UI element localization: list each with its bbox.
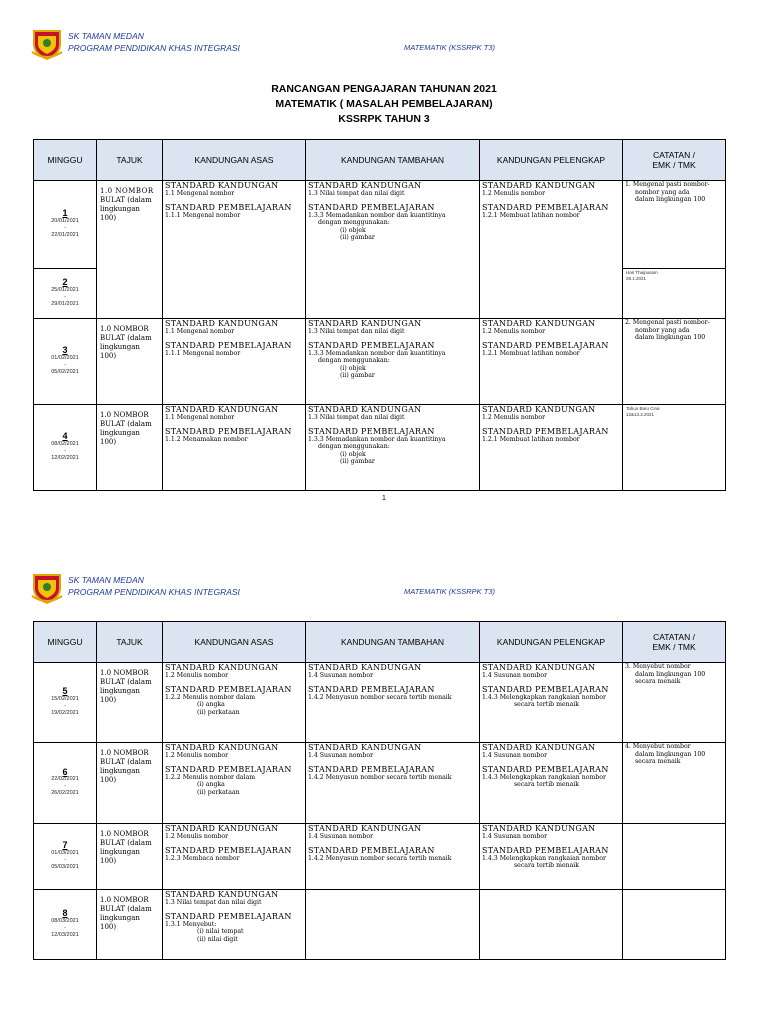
col-kandungan-tambahan: KANDUNGAN TAMBAHAN [306, 140, 480, 181]
sp-label: STANDARD PEMBELAJARAN [165, 911, 292, 921]
date-dash: - [64, 924, 66, 931]
col-kandungan-asas: KANDUNGAN ASAS [163, 622, 306, 663]
asas-cell [163, 319, 306, 405]
week-start: 01/02/2021 [51, 354, 79, 361]
page-2 [0, 560, 768, 1024]
pelengkap-cell [480, 890, 623, 960]
week-cell [34, 663, 97, 743]
holiday-note [623, 405, 726, 491]
col-kandungan-pelengkap: KANDUNGAN PELENGKAP [480, 622, 623, 663]
school-name: SK TAMAN MEDAN [68, 31, 144, 41]
pelengkap-cell [480, 405, 623, 491]
tambahan-item: 1.3 Nilai tempat dan nilai digit [308, 190, 405, 197]
week-end: 22/01/2021 [51, 231, 79, 238]
tambahan-item: 1.4 Susunan nombor [308, 752, 374, 759]
catatan-line: 1. Mengenal pasti nombor- [625, 181, 710, 188]
sp-label: STANDARD PEMBELAJARAN [165, 202, 292, 212]
week-cell [34, 405, 97, 491]
asas-item: 1.1.2 Menamakan nombor [165, 435, 248, 443]
col-kandungan-asas: KANDUNGAN ASAS [163, 140, 306, 181]
tajuk-c: (dalam [127, 758, 152, 766]
tajuk-cell [97, 405, 163, 491]
tambahan-cell [306, 824, 480, 890]
plan-table-page-2 [33, 621, 726, 960]
sk-label: STANDARD KANDUNGAN [308, 405, 422, 414]
note-line: Hari Thaipusam [626, 270, 658, 275]
table-row [34, 181, 726, 269]
tajuk-d: lingkungan [100, 848, 140, 856]
week-end: 29/01/2021 [51, 300, 79, 307]
col-tajuk: TAJUK [97, 622, 163, 663]
tajuk-e: 100) [100, 214, 117, 222]
tajuk-c: (dalam [127, 905, 152, 913]
pelengkap-item: 1.4 Susunan nombor [482, 833, 548, 840]
tajuk-cell [97, 743, 163, 824]
title-line-2: MATEMATIK ( MASALAH PEMBELAJARAN) [275, 98, 493, 110]
asas-item: 1.1 Mengenal nombor [165, 190, 235, 197]
table-row [34, 743, 726, 824]
tajuk-cell [97, 663, 163, 743]
week-cell [34, 319, 97, 405]
tajuk-a: 1.0 NOMBOR [100, 749, 149, 757]
pelengkap-cell [480, 743, 623, 824]
asas-item: (i) nilai tempat [197, 928, 244, 936]
asas-cell [163, 663, 306, 743]
tambahan-item: dengan menggunakan: [318, 357, 390, 365]
catatan-line: 4. Menyebut nombor [625, 743, 691, 750]
week-cell [34, 181, 97, 269]
title-line-3: KSSRPK TAHUN 3 [338, 113, 430, 125]
pelengkap-cell [480, 181, 623, 319]
sk-label: STANDARD KANDUNGAN [308, 743, 422, 752]
tambahan-item: dengan menggunakan: [318, 443, 390, 451]
sp-label: STANDARD PEMBELAJARAN [165, 845, 292, 855]
tambahan-item: 1.4 Susunan nombor [308, 833, 374, 840]
program-name: PROGRAM PENDIDIKAN KHAS INTEGRASI [68, 587, 240, 597]
sk-label: STANDARD KANDUNGAN [165, 405, 279, 414]
week-end: 12/02/2021 [51, 454, 79, 461]
pelengkap-item: 1.4 Susunan nombor [482, 672, 548, 679]
week-number: 1 [62, 208, 68, 219]
tajuk-a: 1.0 NOMBOR [100, 830, 149, 838]
week-cell [34, 890, 97, 960]
col-catatan-line2: EMK / TMK [652, 642, 696, 652]
week-start: 01/03/2021 [51, 849, 79, 856]
pelengkap-item: secara tertib menaik [514, 781, 580, 789]
sk-label: STANDARD KANDUNGAN [482, 743, 596, 752]
date-dash: - [64, 856, 66, 863]
asas-item: (i) angka [197, 701, 225, 709]
tajuk-a: 1.0 NOMBOR [100, 896, 149, 904]
date-dash: - [64, 783, 66, 790]
pelengkap-item: 1.2 Menulis nombor [482, 190, 546, 197]
tambahan-cell [306, 663, 480, 743]
asas-item: 1.3.1 Menyebut: [165, 920, 217, 928]
tajuk-b: BULAT [100, 334, 126, 342]
asas-item: 1.2 Menulis nombor [165, 672, 229, 679]
tajuk-b: BULAT [100, 196, 126, 204]
pelengkap-item: 1.2.1 Membuat latihan nombor [482, 435, 580, 443]
asas-cell [163, 181, 306, 319]
week-number: 2 [62, 277, 68, 288]
table-row [34, 890, 726, 960]
tambahan-item: (i) objek [340, 364, 366, 372]
sk-label: STANDARD KANDUNGAN [165, 890, 279, 899]
plan-table-page-1 [33, 139, 726, 491]
tambahan-cell [306, 319, 480, 405]
table-header-row [34, 622, 726, 663]
pelengkap-item: 1.4.3 Melengkapkan rangkaian nombor [482, 854, 606, 862]
tajuk-cell [97, 319, 163, 405]
catatan-cell [623, 890, 726, 960]
tajuk-cell [97, 181, 163, 319]
asas-item: 1.2.2 Menulis nombor dalam [165, 773, 256, 781]
week-start: 08/03/2021 [51, 917, 79, 924]
asas-item: (ii) perkataan [197, 708, 240, 716]
catatan-line: dalam lingkungan 100 [635, 196, 706, 204]
document-title [0, 82, 768, 127]
asas-item: 1.1.1 Mengenal nombor [165, 211, 241, 219]
pelengkap-item: 1.4.3 Melengkapkan rangkaian nombor [482, 693, 606, 701]
week-cell [34, 269, 97, 319]
col-minggu: MINGGU [34, 622, 97, 663]
tajuk-e: 100) [100, 923, 117, 931]
table-row [34, 663, 726, 743]
date-dash: - [64, 702, 66, 709]
catatan-cell [623, 319, 726, 405]
catatan-line: dalam lingkungan 100 [635, 334, 706, 342]
tajuk-b: BULAT [100, 758, 126, 766]
asas-item: 1.1.1 Mengenal nombor [165, 349, 241, 357]
tambahan-item: 1.3 Nilai tempat dan nilai digit [308, 328, 405, 335]
asas-item: 1.1 Mengenal nombor [165, 328, 235, 335]
sp-label: STANDARD PEMBELAJARAN [165, 684, 292, 694]
school-name: SK TAMAN MEDAN [68, 575, 144, 585]
tajuk-a: 1.0 NOMBOR [100, 187, 154, 195]
sk-label: STANDARD KANDUNGAN [165, 824, 279, 833]
table-row [34, 405, 726, 491]
tambahan-item: 1.4 Susunan nombor [308, 672, 374, 679]
subject-label: MATEMATIK (KSSRPK T3) [404, 587, 495, 596]
catatan-cell [623, 181, 726, 269]
tambahan-item: (ii) gambar [340, 372, 375, 380]
sk-label: STANDARD KANDUNGAN [165, 319, 279, 328]
col-catatan-line2: EMK / TMK [652, 160, 696, 170]
pelengkap-cell [480, 319, 623, 405]
tambahan-item: 1.3.3 Memadankan nombor dan kuantitinya [308, 349, 446, 357]
asas-cell [163, 824, 306, 890]
tajuk-b: BULAT [100, 839, 126, 847]
week-number: 3 [62, 345, 68, 356]
week-number: 4 [62, 431, 68, 442]
catatan-line: 2. Mengenal pasti nombor- [625, 319, 710, 326]
school-logo [30, 572, 64, 604]
sp-label: STANDARD PEMBELAJARAN [165, 426, 292, 436]
school-name-block [68, 30, 240, 54]
asas-item: 1.2.2 Menulis nombor dalam [165, 693, 256, 701]
tajuk-c: (dalam [127, 196, 152, 204]
pelengkap-item: secara tertib menaik [514, 701, 580, 709]
sk-label: STANDARD KANDUNGAN [308, 181, 422, 190]
note-line: 12&13.2.2021 [626, 412, 655, 417]
tajuk-b: BULAT [100, 905, 126, 913]
tambahan-item: (ii) gambar [340, 234, 375, 242]
subject-label: MATEMATIK (KSSRPK T3) [404, 43, 495, 52]
pelengkap-item: 1.2 Menulis nombor [482, 414, 546, 421]
tajuk-b: BULAT [100, 678, 126, 686]
tambahan-item: dengan menggunakan: [318, 219, 390, 227]
asas-item: 1.3 Nilai tempat dan nilai digit [165, 899, 262, 906]
tajuk-d: lingkungan [100, 767, 140, 775]
sk-label: STANDARD KANDUNGAN [482, 663, 596, 672]
sk-label: STANDARD KANDUNGAN [308, 663, 422, 672]
tajuk-cell [97, 824, 163, 890]
tambahan-item: (ii) gambar [340, 458, 375, 466]
week-start: 20/01/2021 [51, 217, 79, 224]
holiday-note [623, 269, 726, 319]
sp-label: STANDARD PEMBELAJARAN [308, 764, 435, 774]
school-name-block [68, 574, 240, 598]
col-kandungan-tambahan: KANDUNGAN TAMBAHAN [306, 622, 480, 663]
tajuk-cell [97, 890, 163, 960]
tajuk-a: 1.0 NOMBOR [100, 325, 149, 333]
asas-item: 1.2 Menulis nombor [165, 752, 229, 759]
tambahan-item: 1.3 Nilai tempat dan nilai digit [308, 414, 405, 421]
col-catatan [623, 622, 726, 663]
tajuk-e: 100) [100, 776, 117, 784]
sk-label: STANDARD KANDUNGAN [482, 319, 596, 328]
week-end: 19/02/2021 [51, 709, 79, 716]
asas-item: (ii) nilai digit [197, 935, 238, 943]
asas-cell [163, 743, 306, 824]
page-header [30, 570, 740, 606]
tajuk-c: (dalam [127, 420, 152, 428]
sp-label: STANDARD PEMBELAJARAN [308, 684, 435, 694]
week-start: 25/01/2021 [51, 286, 79, 293]
tajuk-b: BULAT [100, 420, 126, 428]
sk-label: STANDARD KANDUNGAN [482, 405, 596, 414]
catatan-line: 3. Menyebut nombor [625, 663, 691, 670]
tambahan-item: 1.4.2 Menyusun nombor secara tertib menaik [308, 773, 452, 781]
tambahan-item: (i) objek [340, 450, 366, 458]
tambahan-cell [306, 181, 480, 319]
sp-label: STANDARD PEMBELAJARAN [482, 426, 609, 436]
sp-label: STANDARD PEMBELAJARAN [308, 426, 435, 436]
sp-label: STANDARD PEMBELAJARAN [165, 340, 292, 350]
tajuk-e: 100) [100, 352, 117, 360]
date-dash: - [64, 293, 66, 300]
page-header [30, 26, 740, 62]
tajuk-d: lingkungan [100, 205, 140, 213]
week-end: 05/02/2021 [51, 368, 79, 375]
sp-label: STANDARD PEMBELAJARAN [482, 202, 609, 212]
tajuk-e: 100) [100, 438, 117, 446]
sk-label: STANDARD KANDUNGAN [482, 181, 596, 190]
col-catatan-line1: CATATAN / [653, 632, 695, 642]
tambahan-item: 1.3.3 Memadankan nombor dan kuantitinya [308, 435, 446, 443]
sk-label: STANDARD KANDUNGAN [165, 743, 279, 752]
table-row [34, 824, 726, 890]
tambahan-cell [306, 405, 480, 491]
week-end: 12/03/2021 [51, 931, 79, 938]
week-start: 08/02/2021 [51, 440, 79, 447]
tambahan-item: 1.3.3 Memadankan nombor dan kuantitinya [308, 211, 446, 219]
tajuk-d: lingkungan [100, 687, 140, 695]
pelengkap-item: 1.4.3 Melengkapkan rangkaian nombor [482, 773, 606, 781]
tajuk-d: lingkungan [100, 343, 140, 351]
program-name: PROGRAM PENDIDIKAN KHAS INTEGRASI [68, 43, 240, 53]
col-catatan [623, 140, 726, 181]
catatan-line: secara menaik [635, 678, 681, 686]
week-cell [34, 743, 97, 824]
sp-label: STANDARD PEMBELAJARAN [308, 202, 435, 212]
week-end: 05/03/2021 [51, 863, 79, 870]
sp-label: STANDARD PEMBELAJARAN [482, 684, 609, 694]
sp-label: STANDARD PEMBELAJARAN [308, 845, 435, 855]
tambahan-cell [306, 890, 480, 960]
pelengkap-item: 1.4 Susunan nombor [482, 752, 548, 759]
asas-cell [163, 405, 306, 491]
week-number: 5 [62, 686, 68, 697]
tajuk-a: 1.0 NOMBOR [100, 411, 149, 419]
pelengkap-item: 1.2.1 Membuat latihan nombor [482, 349, 580, 357]
tajuk-e: 100) [100, 857, 117, 865]
page-number: 1 [382, 495, 386, 502]
table-row [34, 319, 726, 405]
week-end: 26/02/2021 [51, 790, 79, 797]
tajuk-e: 100) [100, 696, 117, 704]
catatan-line: secara menaik [635, 758, 681, 766]
tambahan-item: (i) objek [340, 226, 366, 234]
sk-label: STANDARD KANDUNGAN [165, 663, 279, 672]
sp-label: STANDARD PEMBELAJARAN [482, 845, 609, 855]
week-number: 7 [62, 840, 68, 851]
pelengkap-item: secara tertib menaik [514, 862, 580, 870]
catatan-cell [623, 663, 726, 743]
pelengkap-cell [480, 824, 623, 890]
sp-label: STANDARD PEMBELAJARAN [482, 340, 609, 350]
asas-item: 1.2.3 Membaca nombor [165, 854, 240, 862]
catatan-line: dalam lingkungan 100 [635, 670, 706, 678]
week-cell [34, 824, 97, 890]
week-number: 6 [62, 766, 68, 777]
tajuk-d: lingkungan [100, 429, 140, 437]
asas-item: 1.2 Menulis nombor [165, 833, 229, 840]
sp-label: STANDARD PEMBELAJARAN [165, 764, 292, 774]
school-logo [30, 28, 64, 60]
tajuk-c: (dalam [127, 334, 152, 342]
col-minggu: MINGGU [34, 140, 97, 181]
week-start: 15/02/2021 [51, 695, 79, 702]
tambahan-cell [306, 743, 480, 824]
sk-label: STANDARD KANDUNGAN [482, 824, 596, 833]
catatan-cell [623, 743, 726, 824]
tambahan-item: 1.4.2 Menyusun nombor secara tertib menaik [308, 854, 452, 862]
table-header-row [34, 140, 726, 181]
week-start: 22/02/2021 [51, 776, 79, 783]
sk-label: STANDARD KANDUNGAN [308, 824, 422, 833]
tajuk-c: (dalam [127, 839, 152, 847]
date-dash: - [64, 361, 66, 368]
asas-item: (i) angka [197, 781, 225, 789]
tambahan-item: 1.4.2 Menyusun nombor secara tertib menaik [308, 693, 452, 701]
sp-label: STANDARD PEMBELAJARAN [482, 764, 609, 774]
catatan-line: nombor yang ada [635, 326, 690, 334]
pelengkap-cell [480, 663, 623, 743]
week-number: 8 [62, 908, 68, 919]
date-dash: - [64, 447, 66, 454]
tajuk-d: lingkungan [100, 914, 140, 922]
date-dash: - [64, 224, 66, 231]
tajuk-c: (dalam [127, 678, 152, 686]
col-kandungan-pelengkap: KANDUNGAN PELENGKAP [480, 140, 623, 181]
sp-label: STANDARD PEMBELAJARAN [308, 340, 435, 350]
catatan-cell [623, 824, 726, 890]
asas-cell [163, 890, 306, 960]
col-catatan-line1: CATATAN / [653, 150, 695, 160]
note-line: 28.1.2021 [626, 276, 647, 281]
catatan-line: dalam lingkungan 100 [635, 750, 706, 758]
pelengkap-item: 1.2 Menulis nombor [482, 328, 546, 335]
tajuk-a: 1.0 NOMBOR [100, 669, 149, 677]
sk-label: STANDARD KANDUNGAN [165, 181, 279, 190]
pelengkap-item: 1.2.1 Membuat latihan nombor [482, 211, 580, 219]
title-line-1: RANCANGAN PENGAJARAN TAHUNAN 2021 [271, 83, 497, 95]
asas-item: 1.1 Mengenal nombor [165, 414, 235, 421]
asas-item: (ii) perkataan [197, 788, 240, 796]
col-tajuk: TAJUK [97, 140, 163, 181]
sk-label: STANDARD KANDUNGAN [308, 319, 422, 328]
catatan-line: nombor yang ada [635, 188, 690, 196]
note-line: Tahun Baru Cina [626, 406, 660, 411]
